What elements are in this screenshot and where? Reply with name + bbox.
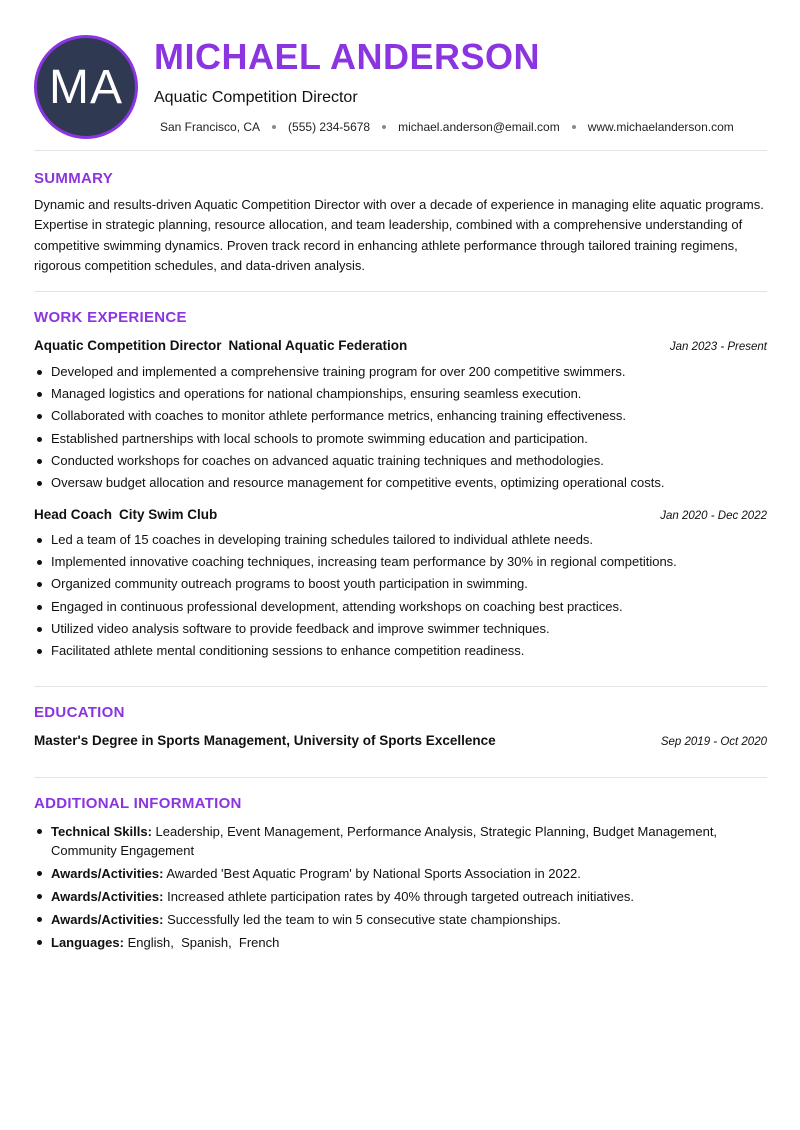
list-item: Oversaw budget allocation and resource management for competitive events, optimizing operational costs. — [34, 472, 767, 494]
candidate-title: Aquatic Competition Director — [154, 89, 358, 106]
list-item: Utilized video analysis software to provide feedback and improve swimmer techniques. — [34, 618, 767, 640]
education-heading: EDUCATION — [34, 704, 125, 721]
info-text: Leadership, Event Management, Performance Analysis, Strategic Planning, Budget Management, Community Engagement — [51, 824, 718, 858]
list-item: Organized community outreach programs to boost youth participation in swimming. — [34, 573, 767, 595]
job-role: Aquatic Competition Director — [34, 338, 222, 353]
list-item: Developed and implemented a comprehensive training program for over 200 competitive swimmers. — [34, 361, 767, 383]
info-text: Successfully led the team to win 5 consecutive state championships. — [167, 912, 561, 927]
list-item — [34, 910, 767, 929]
info-label: Technical Skills: — [51, 824, 152, 839]
info-label: Awards/Activities: — [51, 912, 164, 927]
list-item — [34, 933, 767, 952]
list-item: Implemented innovative coaching techniques, increasing team performance by 30% in regional competitions. — [34, 551, 767, 573]
job-dates: Jan 2023 - Present — [669, 341, 767, 353]
job-role-line — [34, 507, 217, 522]
summary-text: Dynamic and results-driven Aquatic Competition Director with over a decade of experience in managing elite aquatic programs. Expertise in strategic planning, resource allocation, and team leadership, combined with a comprehensive understanding of competitive swimming dynamics. Proven track record in enhancing athlete performance through tailored training regimens, rigorous competition schedules, and data-driven analysis. — [34, 197, 764, 273]
language-item: , French — [228, 935, 279, 950]
list-item: Conducted workshops for coaches on advanced aquatic training techniques and methodologies. — [34, 450, 767, 472]
job-bullets — [34, 361, 767, 494]
separator-dot — [272, 125, 276, 129]
section-divider — [34, 777, 767, 778]
list-item: Managed logistics and operations for national championships, ensuring seamless execution. — [34, 383, 767, 405]
summary-heading: SUMMARY — [34, 170, 114, 187]
list-item — [34, 822, 767, 860]
info-text: Increased athlete participation rates by 40% through targeted outreach initiatives. — [167, 889, 634, 904]
languages-label: Languages: — [51, 935, 124, 950]
language-item: English — [127, 935, 171, 950]
section-divider — [34, 150, 767, 151]
job-company: City Swim Club — [119, 507, 218, 522]
separator-dot — [382, 125, 386, 129]
education-entry — [34, 733, 767, 748]
list-item: Facilitated athlete mental conditioning sessions to enhance competition readiness. — [34, 640, 767, 662]
job-company: National Aquatic Federation — [228, 338, 408, 353]
section-divider — [34, 686, 767, 687]
contact-website[interactable]: www.michaelanderson.com — [587, 120, 734, 134]
list-item: Established partnerships with local schools to promote swimming education and participation. — [34, 428, 767, 450]
contact-phone: (555) 234-5678 — [288, 120, 371, 134]
list-item — [34, 864, 767, 883]
contact-email[interactable]: michael.anderson@email.com — [398, 120, 560, 134]
list-item — [34, 887, 767, 906]
candidate-name: MICHAEL ANDERSON — [154, 36, 541, 77]
contact-bar — [160, 120, 734, 134]
education-dates: Sep 2019 - Oct 2020 — [660, 736, 767, 748]
info-text: Awarded 'Best Aquatic Program' by National Sports Association in 2022. — [166, 866, 581, 881]
experience-heading: WORK EXPERIENCE — [34, 309, 187, 326]
separator-dot — [572, 125, 576, 129]
additional-heading: ADDITIONAL INFORMATION — [34, 795, 242, 812]
additional-list — [34, 822, 767, 956]
contact-location: San Francisco, CA — [160, 120, 261, 134]
language-item: , Spanish — [170, 935, 228, 950]
education-degree: Master's Degree in Sports Management, University of Sports Excellence — [34, 733, 496, 748]
list-item: Led a team of 15 coaches in developing training schedules tailored to individual athlete needs. — [34, 529, 767, 551]
job-role: Head Coach — [34, 507, 113, 522]
avatar-initials-text: MA — [49, 60, 123, 114]
info-label: Awards/Activities: — [51, 866, 164, 881]
list-item: Engaged in continuous professional development, attending workshops on coaching best practices. — [34, 596, 767, 618]
list-item: Collaborated with coaches to monitor athlete performance metrics, enhancing training effectiveness. — [34, 405, 767, 427]
job-bullets — [34, 529, 767, 662]
job-header — [34, 338, 767, 353]
info-label: Awards/Activities: — [51, 889, 164, 904]
job-dates: Jan 2020 - Dec 2022 — [660, 510, 767, 522]
job-header — [34, 507, 767, 522]
job-role-line — [34, 338, 407, 353]
avatar-initials — [34, 35, 138, 139]
section-divider — [34, 291, 767, 292]
